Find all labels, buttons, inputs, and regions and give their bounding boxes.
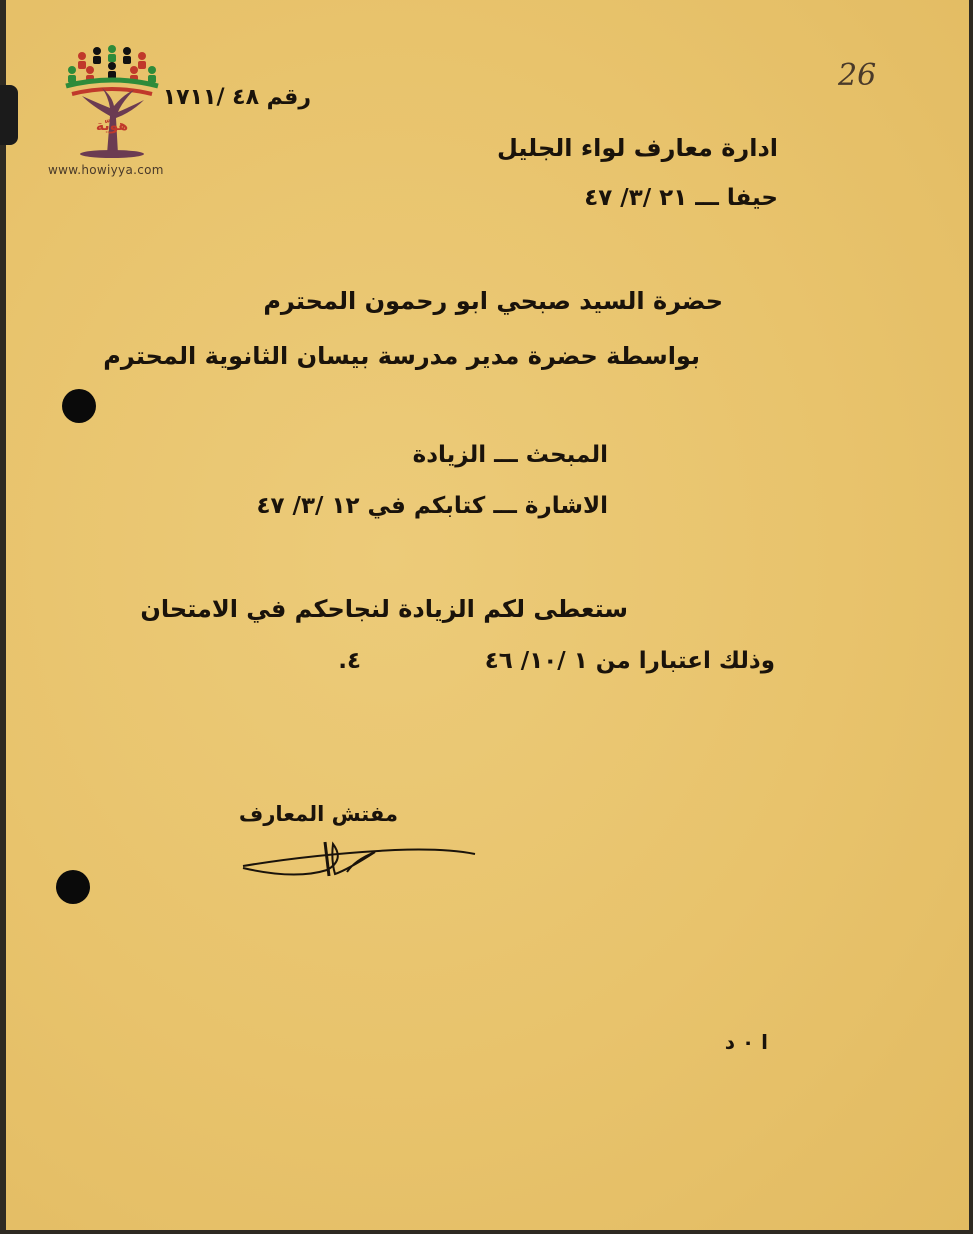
logo-website: www.howiyya.com [48, 163, 164, 177]
tree-logo-icon [52, 44, 172, 164]
reference-line: الاشارة ـــ كتابكم في ١٢ /٣/ ٤٧ [256, 493, 608, 519]
punch-hole-top [62, 389, 96, 423]
place-date: حيفا ـــ ٢١ /٣/ ٤٧ [584, 185, 778, 211]
reference-number: رقم ٤٨ /١٧١١ [162, 85, 311, 110]
initials: ا ٠ د [724, 1030, 768, 1054]
scan-edge-left [0, 0, 6, 1234]
scan-edge-bottom [0, 1230, 973, 1234]
signature-scribble [235, 830, 485, 890]
scan-edge-mark [0, 85, 18, 145]
signature-title: مفتش المعارف [238, 802, 398, 826]
page-number: 26 [838, 58, 877, 93]
punch-hole-bottom [56, 870, 90, 904]
addressee-via-line: بواسطة حضرة مدير مدرسة بيسان الثانوية المحترم [103, 342, 700, 370]
body-line-2-tail: ٤. [338, 648, 361, 674]
body-line-1: ستعطى لكم الزيادة لنجاحكم في الامتحان [140, 595, 628, 623]
scan-edge-right [969, 0, 973, 1234]
logo-wordmark: هويّة [95, 118, 129, 134]
office-name: ادارة معارف لواء الجليل [496, 134, 778, 162]
body-line-2: وذلك اعتبارا من ١ /١٠/ ٤٦ [484, 648, 775, 674]
addressee-line: حضرة السيد صبحي ابو رحمون المحترم [263, 287, 723, 315]
subject-line: المبحث ـــ الزيادة [412, 442, 608, 468]
